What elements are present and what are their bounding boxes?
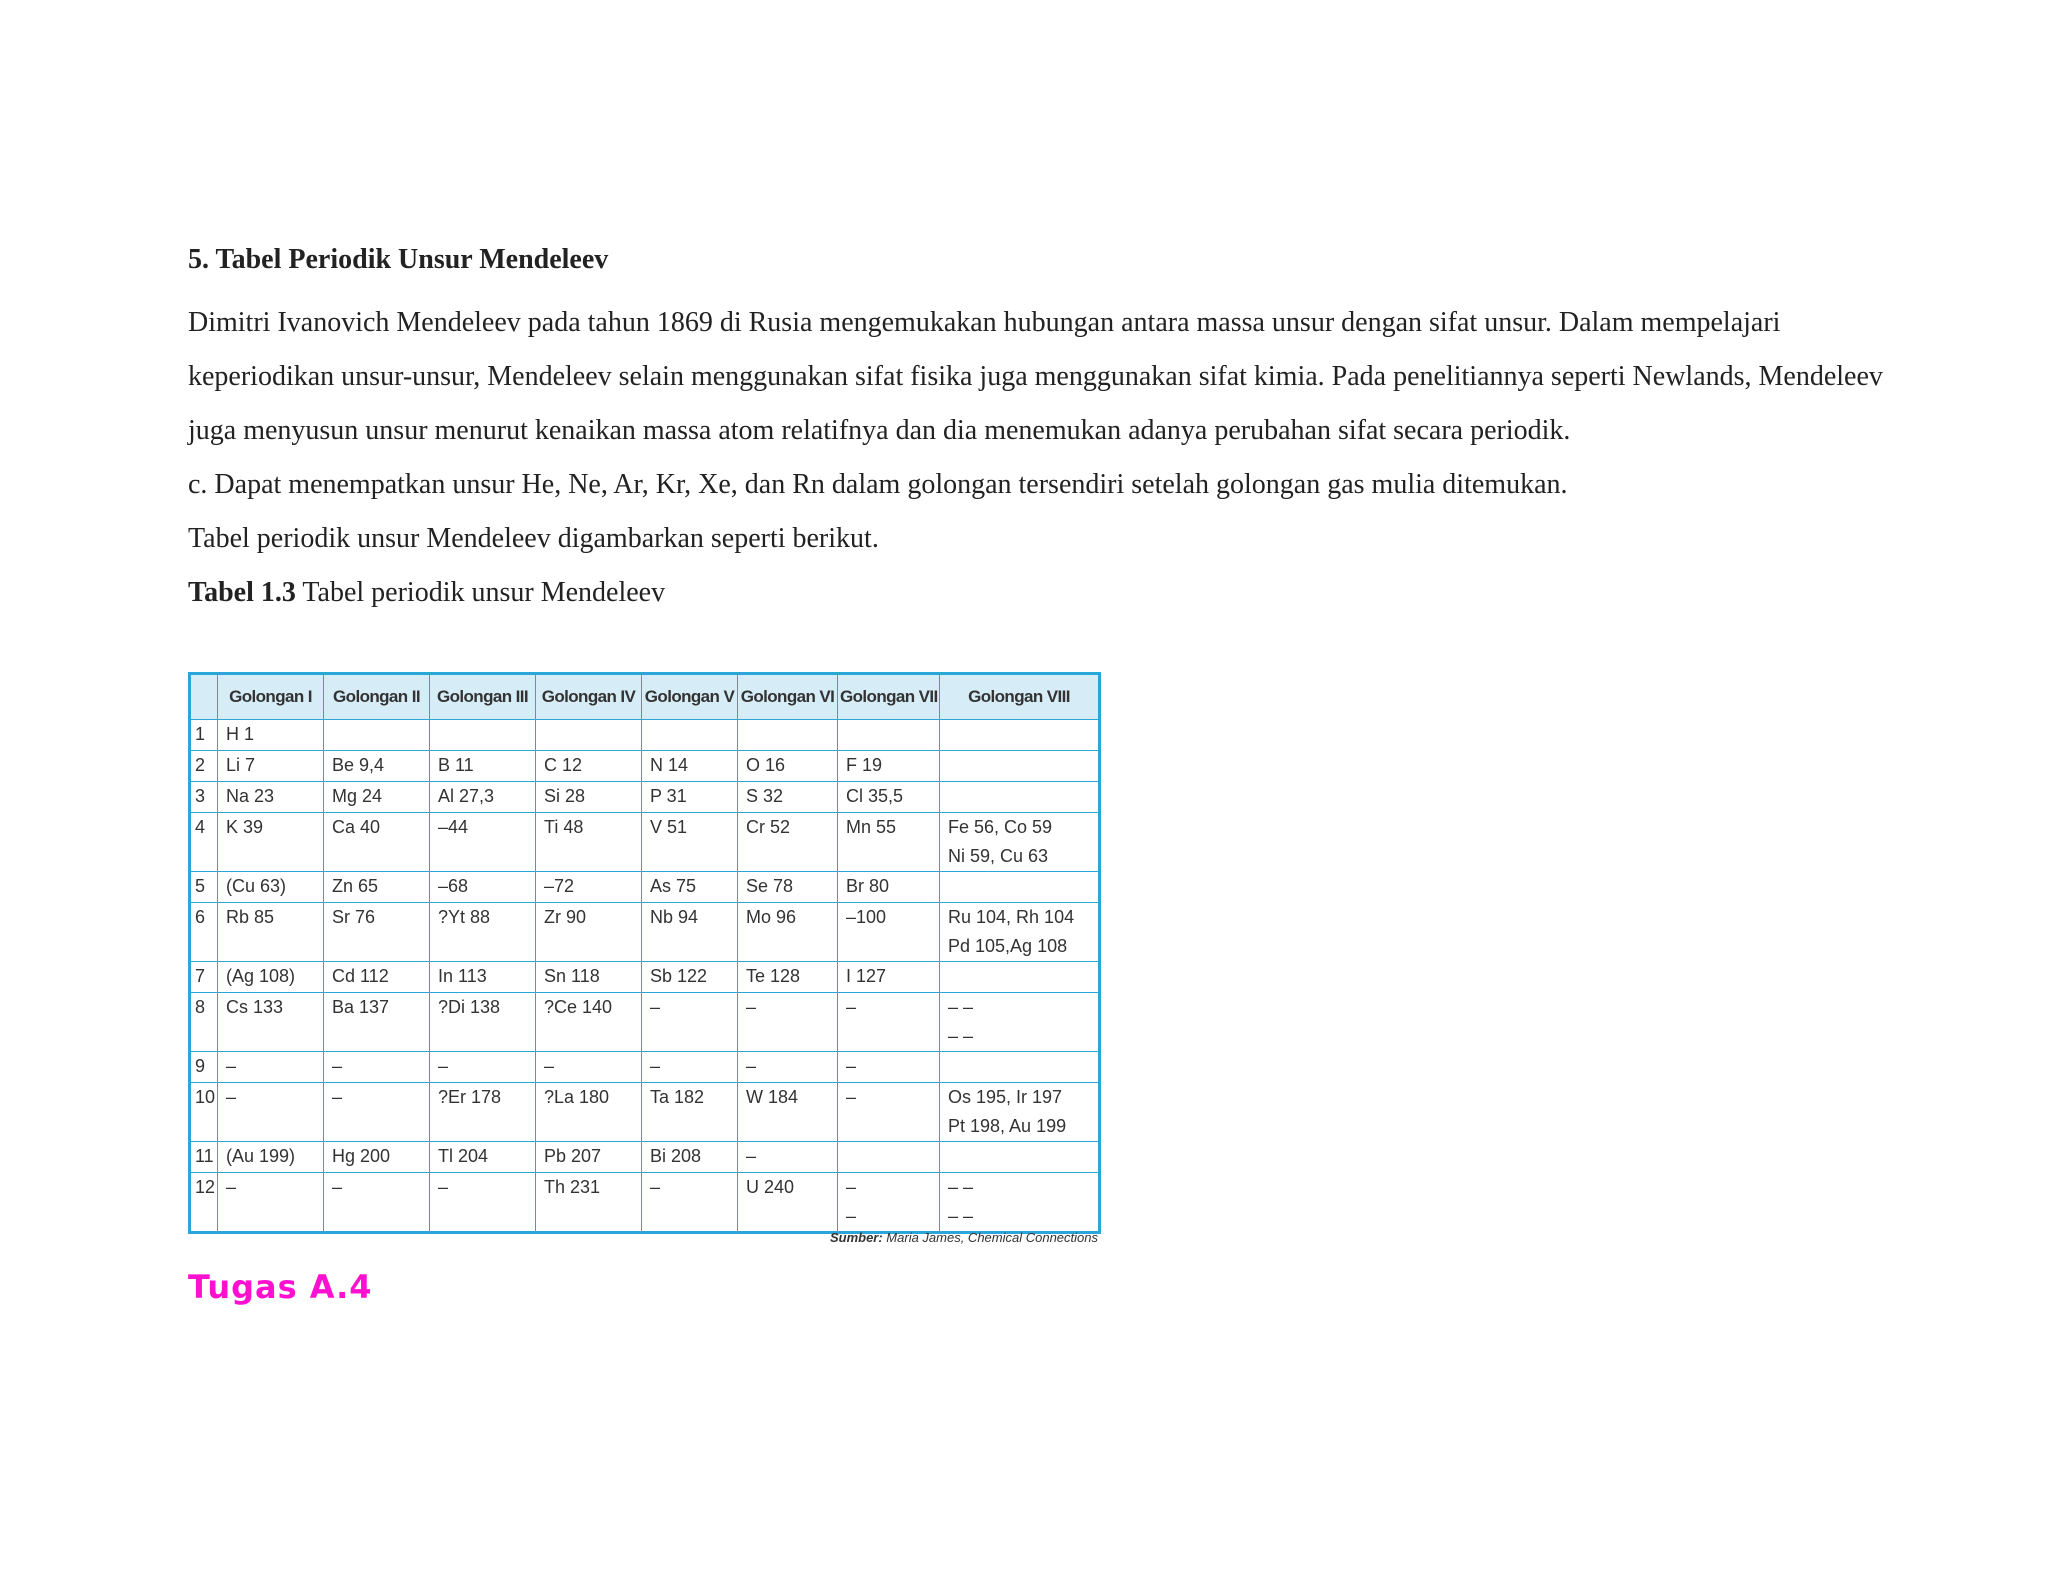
element-cell: Sb 122 (642, 962, 738, 993)
element-cell (642, 720, 738, 751)
table-source (188, 1230, 1098, 1245)
element-cell (838, 1142, 940, 1173)
intro-paragraph: Dimitri Ivanovich Mendeleev pada tahun 1869 di Rusia mengemukakan hubungan antara massa unsur dengan sifat unsur. Dalam mempelajari keperiodikan unsur-unsur, Mendeleev selain menggunakan sifat fisika juga menggunakan sifat kimia. Pada penelitiannya seperti Newlands, Mendeleev juga menyusun unsur menurut kenaikan massa atom relatifnya dan dia menemukan adanya perubahan sifat secara periodik. (188, 307, 1883, 446)
table-row (190, 1083, 1100, 1142)
element-cell: ?La 180 (536, 1083, 642, 1142)
element-cell: F 19 (838, 751, 940, 782)
table-row (190, 1052, 1100, 1083)
element-cell: ?Yt 88 (430, 903, 536, 962)
header-golongan-2: Golongan II (324, 674, 430, 720)
table-row (190, 903, 1100, 962)
element-cell-line: Pt 198, Au 199 (948, 1116, 1067, 1136)
period-number: 9 (190, 1052, 218, 1083)
period-number: 4 (190, 813, 218, 872)
element-cell: Cd 112 (324, 962, 430, 993)
element-cell: – (324, 1083, 430, 1142)
element-cell-line: – – (948, 997, 974, 1017)
header-golongan-6: Golongan VI (738, 674, 838, 720)
element-cell: Sn 118 (536, 962, 642, 993)
element-cell (940, 1142, 1100, 1173)
element-cell (536, 720, 642, 751)
element-cell: – (738, 993, 838, 1052)
element-cell: – (218, 1083, 324, 1142)
element-cell: – (642, 1052, 738, 1083)
element-cell: Si 28 (536, 782, 642, 813)
table-row (190, 751, 1100, 782)
element-cell-line: Os 195, Ir 197 (948, 1087, 1063, 1107)
element-cell: C 12 (536, 751, 642, 782)
header-golongan-1: Golongan I (218, 674, 324, 720)
element-cell: – (430, 1173, 536, 1233)
table-row (190, 813, 1100, 872)
element-cell (940, 1173, 1100, 1233)
header-golongan-3: Golongan III (430, 674, 536, 720)
period-number: 5 (190, 872, 218, 903)
period-number: 1 (190, 720, 218, 751)
element-cell: – (218, 1052, 324, 1083)
element-cell: K 39 (218, 813, 324, 872)
header-period (190, 674, 218, 720)
element-cell (940, 872, 1100, 903)
table-row (190, 962, 1100, 993)
element-cell: Li 7 (218, 751, 324, 782)
caption-text: Tabel periodik unsur Mendeleev (295, 577, 666, 608)
element-cell (940, 903, 1100, 962)
period-number: 2 (190, 751, 218, 782)
element-cell: Al 27,3 (430, 782, 536, 813)
element-cell: –44 (430, 813, 536, 872)
element-cell: – (218, 1173, 324, 1233)
table-row (190, 993, 1100, 1052)
element-cell (940, 993, 1100, 1052)
mendeleev-table (188, 672, 1101, 1234)
element-cell: – (324, 1052, 430, 1083)
element-cell: –100 (838, 903, 940, 962)
element-cell: Mn 55 (838, 813, 940, 872)
header-golongan-4: Golongan IV (536, 674, 642, 720)
element-cell: Na 23 (218, 782, 324, 813)
element-cell: W 184 (738, 1083, 838, 1142)
element-cell: ?Er 178 (430, 1083, 536, 1142)
element-cell: ?Ce 140 (536, 993, 642, 1052)
element-cell: ?Di 138 (430, 993, 536, 1052)
table-body (190, 720, 1100, 1233)
element-cell (738, 720, 838, 751)
element-cell: Nb 94 (642, 903, 738, 962)
element-cell (940, 1083, 1100, 1142)
caption-label: Tabel 1.3 (188, 577, 296, 608)
element-cell: Sr 76 (324, 903, 430, 962)
table-row (190, 1173, 1100, 1233)
element-cell (324, 720, 430, 751)
table-row (190, 720, 1100, 751)
element-cell: Te 128 (738, 962, 838, 993)
element-cell: P 31 (642, 782, 738, 813)
element-cell: – (838, 993, 940, 1052)
element-cell: – (324, 1173, 430, 1233)
element-cell: – (838, 1083, 940, 1142)
element-cell: I 127 (838, 962, 940, 993)
element-cell: Bi 208 (642, 1142, 738, 1173)
element-cell: S 32 (738, 782, 838, 813)
element-cell: In 113 (430, 962, 536, 993)
element-cell: –72 (536, 872, 642, 903)
element-cell: (Au 199) (218, 1142, 324, 1173)
element-cell-line: – – (948, 1026, 974, 1046)
element-cell (838, 1173, 940, 1233)
element-cell: B 11 (430, 751, 536, 782)
tugas-heading: Tugas A.4 (188, 1268, 373, 1306)
element-cell: –68 (430, 872, 536, 903)
element-cell-line: – (846, 1206, 857, 1226)
element-cell: Cs 133 (218, 993, 324, 1052)
section-heading: 5. Tabel Periodik Unsur Mendeleev (188, 244, 609, 275)
mendeleev-table-container (188, 672, 1098, 1234)
element-cell-line: Ru 104, Rh 104 (948, 907, 1075, 927)
period-number: 12 (190, 1173, 218, 1233)
element-cell: Ti 48 (536, 813, 642, 872)
element-cell-line: – – (948, 1206, 974, 1226)
element-cell: – (738, 1142, 838, 1173)
element-cell: Zr 90 (536, 903, 642, 962)
table-header-row (190, 674, 1100, 720)
element-cell: – (642, 1173, 738, 1233)
element-cell: (Ag 108) (218, 962, 324, 993)
element-cell: V 51 (642, 813, 738, 872)
element-cell (940, 720, 1100, 751)
element-cell: Mo 96 (738, 903, 838, 962)
element-cell: – (430, 1052, 536, 1083)
element-cell: Mg 24 (324, 782, 430, 813)
element-cell: Br 80 (838, 872, 940, 903)
element-cell-line: – (846, 1177, 857, 1197)
element-cell: – (642, 993, 738, 1052)
element-cell (940, 751, 1100, 782)
element-cell: Be 9,4 (324, 751, 430, 782)
element-cell: Th 231 (536, 1173, 642, 1233)
document-body (188, 242, 1888, 620)
period-number: 11 (190, 1142, 218, 1173)
source-text: Maria James, Chemical Connections (882, 1230, 1098, 1245)
period-number: 6 (190, 903, 218, 962)
table-row (190, 872, 1100, 903)
source-label: Sumber: (829, 1230, 883, 1245)
element-cell-line: Fe 56, Co 59 (948, 817, 1053, 837)
table-intro: Tabel periodik unsur Mendeleev digambarkan seperti berikut. (188, 523, 879, 554)
period-number: 3 (190, 782, 218, 813)
element-cell: – (738, 1052, 838, 1083)
element-cell (940, 962, 1100, 993)
element-cell: Ca 40 (324, 813, 430, 872)
element-cell: Rb 85 (218, 903, 324, 962)
element-cell: N 14 (642, 751, 738, 782)
element-cell (940, 813, 1100, 872)
element-cell (838, 720, 940, 751)
table-caption (188, 566, 1888, 620)
element-cell: Pb 207 (536, 1142, 642, 1173)
period-number: 10 (190, 1083, 218, 1142)
element-cell: Tl 204 (430, 1142, 536, 1173)
header-golongan-5: Golongan V (642, 674, 738, 720)
table-row (190, 782, 1100, 813)
element-cell: O 16 (738, 751, 838, 782)
element-cell-line: Ni 59, Cu 63 (948, 846, 1049, 866)
element-cell: As 75 (642, 872, 738, 903)
header-golongan-7: Golongan VII (838, 674, 940, 720)
element-cell: Zn 65 (324, 872, 430, 903)
element-cell: Ba 137 (324, 993, 430, 1052)
element-cell: H 1 (218, 720, 324, 751)
element-cell (940, 782, 1100, 813)
period-number: 7 (190, 962, 218, 993)
element-cell-line: Pd 105,Ag 108 (948, 936, 1068, 956)
point-c: c. Dapat menempatkan unsur He, Ne, Ar, Kr, Xe, dan Rn dalam golongan tersendiri setelah golongan gas mulia ditemukan. (188, 469, 1568, 500)
element-cell-line: – – (948, 1177, 974, 1197)
element-cell: Cl 35,5 (838, 782, 940, 813)
element-cell: Se 78 (738, 872, 838, 903)
element-cell: Ta 182 (642, 1083, 738, 1142)
element-cell (430, 720, 536, 751)
table-row (190, 1142, 1100, 1173)
element-cell (940, 1052, 1100, 1083)
element-cell: Cr 52 (738, 813, 838, 872)
element-cell: – (838, 1052, 940, 1083)
period-number: 8 (190, 993, 218, 1052)
element-cell: U 240 (738, 1173, 838, 1233)
element-cell: Hg 200 (324, 1142, 430, 1173)
element-cell: (Cu 63) (218, 872, 324, 903)
element-cell: – (536, 1052, 642, 1083)
header-golongan-8: Golongan VIII (940, 674, 1100, 720)
